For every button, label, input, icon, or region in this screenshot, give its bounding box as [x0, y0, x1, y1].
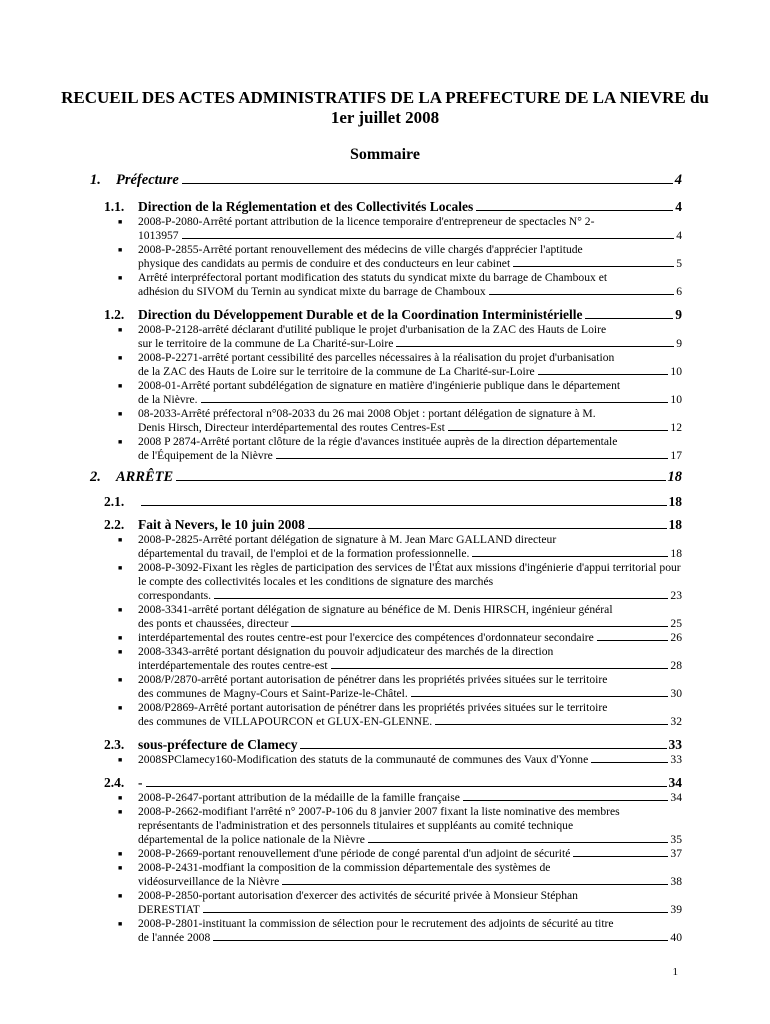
bullet-icon: ■: [118, 756, 123, 764]
leader-line: [435, 724, 668, 725]
entry-page: 38: [670, 875, 682, 888]
section-page: 4: [674, 172, 682, 188]
toc-entry[interactable]: [116, 889, 682, 917]
leader-line: [573, 856, 668, 857]
leader-line: [331, 668, 669, 669]
leader-line: [368, 842, 668, 843]
leader-line: [308, 528, 667, 529]
bullet-icon: ■: [118, 274, 123, 282]
subsection-page: 34: [668, 775, 682, 790]
entry-page: 33: [670, 753, 682, 766]
subsection-page: 18: [668, 517, 682, 532]
entry-text: 2008-P-2662-modifiant l'arrêté n° 2007-P-106 du 8 janvier 2007 fixant la liste nominative des membres représentants de l'administration et des personnels titulaires et suppléants au comité technique: [138, 805, 620, 832]
toc-entry[interactable]: [116, 701, 682, 729]
section-number: 1.: [90, 172, 101, 188]
entry-text: 2008/P/2870-arrêté portant autorisation de pénétrer dans les propriétés privées situées sur le territoire: [138, 673, 608, 686]
entry-page: 9: [676, 337, 682, 350]
summary-heading: Sommaire: [350, 146, 420, 163]
toc-subsection-1-2[interactable]: [104, 307, 682, 323]
toc-entry[interactable]: [116, 215, 682, 243]
entry-page: 10: [670, 393, 682, 406]
entry-text: 2008-P-2128-arrêté déclarant d'utilité publique le projet d'urbanisation de la ZAC des Hauts de Loire: [138, 323, 607, 336]
leader-line: [146, 786, 667, 787]
toc-items-2-2: [116, 533, 682, 729]
subsection-page: 9: [675, 307, 682, 322]
subsection-number: 2.2.: [104, 517, 125, 532]
leader-line: [396, 346, 674, 347]
toc-entry[interactable]: [116, 753, 682, 767]
toc-section-2[interactable]: [90, 469, 682, 486]
leader-line: [476, 210, 673, 211]
entry-text: 2008-P-2801-instituant la commission de sélection pour le recrutement des adjoints de sécurité au titre: [138, 917, 614, 930]
entry-text-end: 2008-P-2647-portant attribution de la médaille de la famille française: [138, 791, 460, 804]
leader-line: [411, 696, 669, 697]
subsection-page: 18: [668, 494, 682, 509]
entry-text-end: 1013957: [138, 229, 179, 242]
entry-text-end: des communes de Magny-Cours et Saint-Parize-le-Châtel.: [138, 687, 408, 700]
leader-line: [489, 294, 675, 295]
bullet-icon: ■: [118, 326, 123, 334]
toc-entry[interactable]: [116, 351, 682, 379]
entry-page: 17: [670, 449, 682, 462]
leader-line: [201, 402, 669, 403]
subsection-number: 2.3.: [104, 737, 125, 752]
leader-line: [282, 884, 668, 885]
toc-entry[interactable]: [116, 791, 682, 805]
toc-entry[interactable]: [116, 379, 682, 407]
subsection-number: 2.4.: [104, 775, 125, 790]
bullet-icon: ■: [118, 382, 123, 390]
entry-page: 10: [670, 365, 682, 378]
leader-line: [141, 505, 667, 506]
leader-line: [276, 458, 669, 459]
leader-line: [203, 912, 669, 913]
section-title: ARRÊTE: [116, 469, 174, 485]
leader-line: [300, 748, 666, 749]
entry-page: 34: [670, 791, 682, 804]
leader-line: [538, 374, 669, 375]
bullet-icon: ■: [118, 850, 123, 858]
toc-subsection-2-1[interactable]: [104, 494, 682, 510]
bullet-icon: ■: [118, 354, 123, 362]
entry-text-end: adhésion du SIVOM du Ternin au syndicat mixte du barrage de Chamboux: [138, 285, 486, 298]
toc-subsection-2-2[interactable]: [104, 517, 682, 533]
section-number: 2.: [90, 469, 101, 485]
leader-line: [513, 266, 674, 267]
leader-line: [291, 626, 668, 627]
subsection-number: 1.1.: [104, 199, 125, 214]
entry-page: 18: [670, 547, 682, 560]
bullet-icon: ■: [118, 676, 123, 684]
subsection-page: 33: [668, 737, 682, 752]
entry-text-end: départemental du travail, de l'emploi et de la formation professionnelle.: [138, 547, 470, 560]
subsection-number: 2.1.: [104, 494, 125, 509]
subsection-number: 1.2.: [104, 307, 125, 322]
entry-page: 28: [670, 659, 682, 672]
entry-text: 08-2033-Arrêté préfectoral n°08-2033 du 26 mai 2008 Objet : portant délégation de signature à M.: [138, 407, 596, 420]
entry-text: 2008-P-2080-Arrêté portant attribution de la licence temporaire d'entrepreneur de spectacles N° 2-: [138, 215, 595, 228]
bullet-icon: ■: [118, 564, 123, 572]
subsection-title: Direction du Développement Durable et de la Coordination Interministérielle: [138, 307, 583, 322]
entry-text-end: départemental de la police nationale de la Nièvre: [138, 833, 365, 846]
entry-page: 30: [670, 687, 682, 700]
toc-items-2-4: [116, 791, 682, 945]
bullet-icon: ■: [118, 864, 123, 872]
bullet-icon: ■: [118, 648, 123, 656]
toc-entry[interactable]: [116, 243, 682, 271]
bullet-icon: ■: [118, 892, 123, 900]
toc-subsection-1-1[interactable]: [104, 199, 682, 215]
leader-line: [176, 480, 665, 481]
entry-text-end: sur le territoire de la commune de La Charité-sur-Loire: [138, 337, 394, 350]
entry-text: 2008-P-2271-arrêté portant cessibilité des parcelles nécessaires à la réalisation du projet d'urbanisation: [138, 351, 615, 364]
entry-page: 25: [670, 617, 682, 630]
toc-entry[interactable]: [116, 603, 682, 631]
toc-entry[interactable]: [116, 917, 682, 945]
leader-line: [597, 640, 669, 641]
leader-line: [463, 800, 668, 801]
subsection-title: sous-préfecture de Clamecy: [138, 737, 298, 752]
subsection-title: -: [138, 775, 143, 790]
entry-text: 2008 P 2874-Arrêté portant clôture de la régie d'avances instituée auprès de la direction départementale: [138, 435, 618, 448]
entry-page: 37: [670, 847, 682, 860]
entry-text: 2008-3341-arrêté portant délégation de signature au bénéfice de M. Denis HIRSCH, ingénieur général: [138, 603, 613, 616]
entry-text-end: 2008-P-2669-portant renouvellement d'une période de congé parental d'un adjoint de sécurité: [138, 847, 571, 860]
bullet-icon: ■: [118, 634, 123, 642]
entry-page: 6: [676, 285, 682, 298]
leader-line: [214, 598, 668, 599]
entry-text: 2008-3343-arrêté portant désignation du pouvoir adjudicateur des marchés de la direction: [138, 645, 554, 658]
leader-line: [182, 183, 673, 184]
entry-text: 2008-P-2825-Arrêté portant délégation de signature à M. Jean Marc GALLAND directeur: [138, 533, 557, 546]
toc-items-2-3: [116, 753, 682, 767]
leader-line: [585, 318, 673, 319]
bullet-icon: ■: [118, 606, 123, 614]
entry-text: Arrêté interpréfectoral portant modification des statuts du syndicat mixte du barrage de Chamboux et: [138, 271, 608, 284]
bullet-icon: ■: [118, 246, 123, 254]
toc-entry[interactable]: [116, 847, 682, 861]
bullet-icon: ■: [118, 794, 123, 802]
entry-text-end: correspondants.: [138, 589, 212, 602]
toc-subsection-2-4[interactable]: [104, 775, 682, 791]
toc-entry[interactable]: [116, 271, 682, 299]
toc-entry[interactable]: [116, 435, 682, 463]
bullet-icon: ■: [118, 438, 123, 446]
leader-line: [213, 940, 668, 941]
toc-entry[interactable]: [116, 561, 682, 603]
entry-page: 4: [676, 229, 682, 242]
toc-entry[interactable]: [116, 407, 682, 435]
leader-line: [591, 762, 668, 763]
toc-section-1[interactable]: [90, 172, 682, 189]
entry-text-end: DERESTIAT: [138, 903, 200, 916]
section-page: 18: [667, 469, 682, 485]
entry-text: 2008-P-2850-portant autorisation d'exercer des activités de sécurité privée à Monsieur Stéphan: [138, 889, 578, 902]
toc-items-1-1: [116, 215, 682, 299]
leader-line: [448, 430, 669, 431]
entry-page: 23: [670, 589, 682, 602]
entry-text-end: des communes de VILLAPOURCON et GLUX-EN-GLENNE.: [138, 715, 433, 728]
entry-text-end: 2008SPClamecy160-Modification des statuts de la communauté de communes des Vaux d'Yonne: [138, 753, 589, 766]
toc-entry[interactable]: [116, 805, 682, 847]
bullet-icon: ■: [118, 410, 123, 418]
bullet-icon: ■: [118, 808, 123, 816]
section-title: Préfecture: [116, 172, 179, 188]
toc-entry[interactable]: [116, 645, 682, 673]
entry-text-end: de l'année 2008: [138, 931, 211, 944]
entry-page: 35: [670, 833, 682, 846]
document-title: RECUEIL DES ACTES ADMINISTRATIFS DE LA PREFECTURE DE LA NIEVRE du 1er juillet 2008: [61, 88, 709, 127]
entry-text-end: de la Nièvre.: [138, 393, 198, 406]
entry-text-end: physique des candidats au permis de conduire et des conducteurs en leur cabinet: [138, 257, 511, 270]
toc-entry[interactable]: [116, 323, 682, 351]
bullet-icon: ■: [118, 920, 123, 928]
entry-page: 12: [670, 421, 682, 434]
entry-text: 2008-01-Arrêté portant subdélégation de signature en matière d'ingénierie publique dans le département: [138, 379, 621, 392]
entry-page: 5: [676, 257, 682, 270]
entry-text-end: interdépartemental des routes centre-est pour l'exercice des compétences d'ordonnateur secondaire: [138, 631, 594, 644]
subsection-page: 4: [675, 199, 682, 214]
entry-text-end: des ponts et chaussées, directeur: [138, 617, 289, 630]
toc-entry[interactable]: [116, 533, 682, 561]
leader-line: [472, 556, 668, 557]
leader-line: [182, 238, 675, 239]
page-number: 1: [672, 966, 678, 978]
entry-text-end: vidéosurveillance de la Nièvre: [138, 875, 280, 888]
entry-page: 40: [670, 931, 682, 944]
entry-page: 32: [670, 715, 682, 728]
bullet-icon: ■: [118, 704, 123, 712]
bullet-icon: ■: [118, 218, 123, 226]
table-of-contents: [90, 172, 682, 945]
entry-page: 26: [670, 631, 682, 644]
toc-entry[interactable]: [116, 861, 682, 889]
toc-subsection-2-3[interactable]: [104, 737, 682, 753]
entry-text-end: Denis Hirsch, Directeur interdépartemental des routes Centres-Est: [138, 421, 445, 434]
entry-text: 2008-P-3092-Fixant les règles de participation des services de l'État aux missions d'ingénierie d'appui territorial pour le compte des collectivités locales et les conditions de signature des marchés: [138, 561, 681, 588]
entry-text-end: interdépartementale des routes centre-est: [138, 659, 328, 672]
entry-text: 2008-P-2431-modfiant la composition de la commission départementale des systèmes de: [138, 861, 551, 874]
entry-text: 2008-P-2855-Arrêté portant renouvellement des médecins de ville chargés d'apprécier l'aptitude: [138, 243, 583, 256]
entry-text-end: de l'Équipement de la Nièvre: [138, 449, 273, 462]
entry-text: 2008/P2869-Arrêté portant autorisation de pénétrer dans les propriétés privées situées sur le territoire: [138, 701, 608, 714]
entry-page: 39: [670, 903, 682, 916]
bullet-icon: ■: [118, 536, 123, 544]
toc-entry[interactable]: [116, 673, 682, 701]
toc-items-1-2: [116, 323, 682, 463]
subsection-title: Direction de la Réglementation et des Collectivités Locales: [138, 199, 474, 214]
entry-text-end: de la ZAC des Hauts de Loire sur le territoire de la commune de La Charité-sur-Loire: [138, 365, 535, 378]
subsection-title: Fait à Nevers, le 10 juin 2008: [138, 517, 305, 532]
toc-entry[interactable]: [116, 631, 682, 645]
